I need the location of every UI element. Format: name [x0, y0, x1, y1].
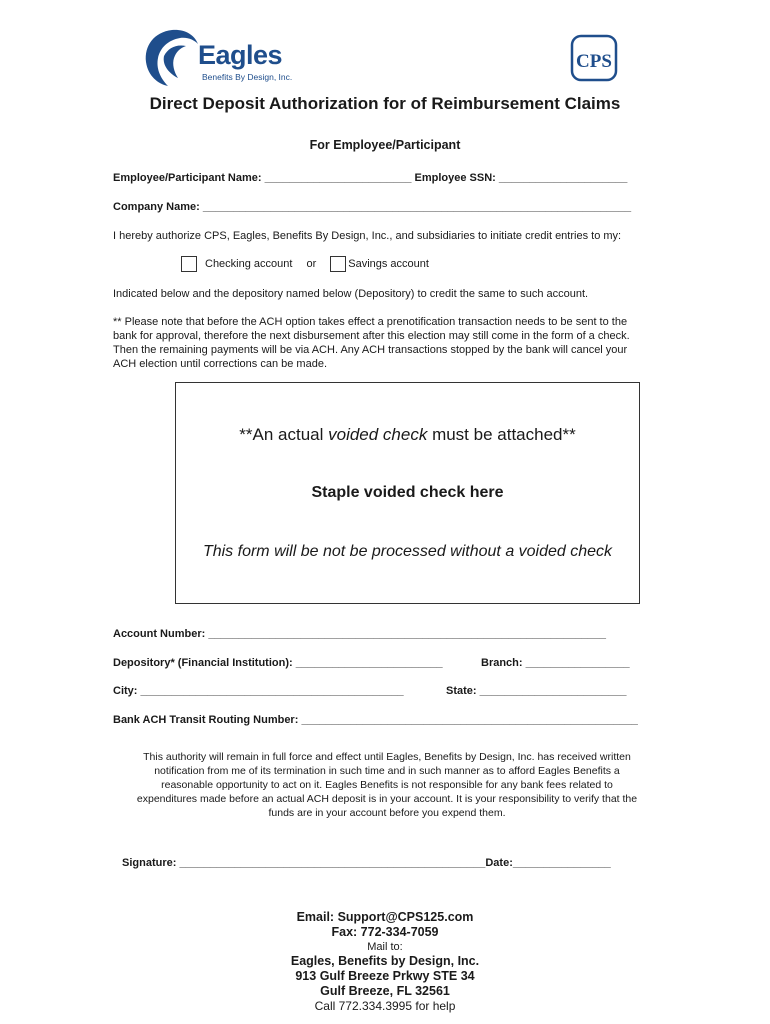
- eagle-icon: [142, 26, 200, 88]
- branch-field[interactable]: _________________: [525, 657, 630, 669]
- name-field[interactable]: ________________________: [264, 172, 412, 184]
- authority-line: This authority will remain in full force and effect until Eagles, Benefits by Design, Inc. has received written: [143, 751, 631, 763]
- note-line: bank for approval, therefore the next disbursement after this election may still come in the form of a check.: [113, 330, 630, 342]
- page-subtitle: For Employee/Participant: [309, 138, 461, 152]
- eagles-logo-name: Eagles: [198, 40, 283, 70]
- processing-warning: This form will be not be processed without a voided check: [202, 543, 613, 560]
- routing-label: Bank ACH Transit Routing Number:: [113, 714, 299, 726]
- name-row: [113, 172, 627, 184]
- routing-row: [113, 714, 638, 726]
- note-line: Then the remaining payments will be via ACH. Any ACH transactions stopped by the bank will cancel your: [113, 344, 628, 356]
- voided-check-heading: **An actual voided check must be attached**: [239, 425, 576, 444]
- account-number-field[interactable]: _________________________________________________________________: [208, 628, 606, 640]
- page-title: Direct Deposit Authorization for of Reimbursement Claims: [149, 94, 621, 113]
- authority-line: notification from me of its termination in such time and in such manner as to afford Eagles Benefits a: [154, 765, 620, 777]
- or-label: or: [306, 258, 317, 270]
- depository-label: Depository* (Financial Institution):: [113, 657, 293, 669]
- mail-to-label: Mail to:: [367, 941, 403, 953]
- city-row: [113, 685, 404, 697]
- signature-field[interactable]: __________________________________________________: [179, 857, 486, 869]
- checking-label: Checking account: [205, 258, 293, 270]
- mail-address-line2: Gulf Breeze, FL 32561: [320, 984, 450, 998]
- ach-note: [113, 315, 653, 371]
- state-field[interactable]: ________________________: [479, 685, 627, 697]
- company-row: [113, 201, 631, 213]
- ssn-label: Employee SSN:: [414, 172, 496, 184]
- authorize-text: I hereby authorize CPS, Eagles, Benefits By Design, Inc., and subsidiaries to initiate credit entries to my:: [113, 230, 622, 242]
- depository-row: [113, 657, 443, 669]
- branch-row: [481, 657, 630, 669]
- branch-label: Branch:: [481, 657, 523, 669]
- eagles-logo-tagline: Benefits By Design, Inc.: [202, 72, 293, 82]
- note-line: ACH election until corrections can be made.: [113, 358, 327, 370]
- authority-line: expenditures made before an actual ACH deposit is in your account. It is your responsibility to verify that the: [136, 793, 638, 805]
- contact-email: Email: Support@CPS125.com: [296, 910, 474, 924]
- authority-line: funds are in your account before you expend them.: [268, 807, 506, 819]
- contact-fax: Fax: 772-334-7059: [331, 925, 439, 939]
- mail-address-line1: 913 Gulf Breeze Prkwy STE 34: [295, 969, 475, 983]
- checking-checkbox[interactable]: [181, 256, 197, 272]
- depository-field[interactable]: ________________________: [295, 657, 443, 669]
- account-number-row: [113, 628, 606, 640]
- date-label: Date:: [485, 857, 513, 869]
- cps-logo: [570, 34, 618, 82]
- voided-check-area: [175, 382, 640, 604]
- state-label: State:: [446, 685, 477, 697]
- savings-checkbox[interactable]: [330, 256, 346, 272]
- cps-logo-text: CPS: [576, 51, 612, 72]
- routing-field[interactable]: _______________________________________________________: [301, 714, 638, 726]
- indicated-text: Indicated below and the depository named below (Depository) to credit the same to such account.: [113, 288, 589, 300]
- account-number-label: Account Number:: [113, 628, 206, 640]
- signature-label: Signature:: [122, 857, 177, 869]
- ssn-field[interactable]: _____________________: [498, 172, 628, 184]
- state-row: [446, 685, 626, 697]
- company-field[interactable]: ______________________________________________________________________: [202, 201, 632, 213]
- note-line: ** Please note that before the ACH option takes effect a prenotification transaction needs to be sent to the: [113, 316, 628, 328]
- date-field[interactable]: ________________: [512, 857, 611, 869]
- city-label: City:: [113, 685, 138, 697]
- company-label: Company Name:: [113, 201, 200, 213]
- eagles-logo: [142, 26, 292, 88]
- city-field[interactable]: ___________________________________________: [140, 685, 404, 697]
- mail-company: Eagles, Benefits by Design, Inc.: [290, 954, 480, 968]
- account-type-row: [181, 256, 429, 272]
- authority-paragraph: [110, 750, 664, 820]
- help-phone: Call 772.334.3995 for help: [314, 999, 456, 1013]
- staple-instruction: Staple voided check here: [311, 484, 504, 501]
- authority-line: reasonable opportunity to act on it. Eagles Benefits is not responsible for any bank fees related to: [161, 779, 613, 791]
- name-label: Employee/Participant Name:: [113, 172, 262, 184]
- signature-row: [122, 857, 611, 869]
- savings-label: Savings account: [348, 258, 429, 270]
